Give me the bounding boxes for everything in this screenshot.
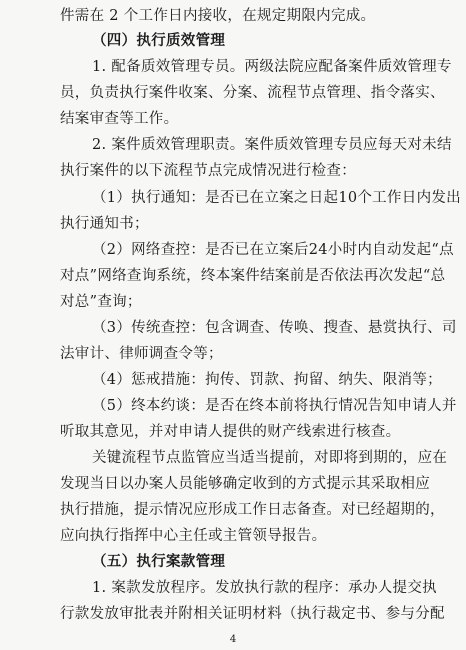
text-line: 2. 案件质效管理职责。案件质效管理专员应每天对未结 [92,137,452,153]
text-line: 对总”查询； [60,294,142,310]
text-line: 结案审查等工作。 [60,111,179,127]
text-line: 执行案件的以下流程节点完成情况进行检查： [60,163,356,179]
text-line: （1）执行通知：是否已在立案之日起10个工作日内发出 [92,190,461,206]
text-line: 法审计、律师调查令等； [60,346,223,362]
text-line: 发现当日以办案人员能够确定收到的方式提示其采取相应 [60,476,430,492]
text-line: 件需在 2 个工作日内接收，在规定期限内完成。 [60,8,376,24]
text-line: 对点”网络查询系统，终本案件结案前是否依法再次发起“总 [60,268,446,284]
text-line: （2）网络查控：是否已在立案后24小时内自动发起“点 [92,242,454,258]
text-line: 1. 配备质效管理专员。两级法院应配备案件质效管理专 [92,59,452,75]
text-line: 员，负责执行案件收案、分案、流程节点管理、指令落实、 [60,85,445,101]
text-line: （4）惩戒措施：拘传、罚款、拘留、纳失、限消等； [92,372,442,388]
text-line: 执行措施，提示情况应形成工作日志备查。对已经超期的， [60,502,445,518]
page-number: 4 [229,634,237,645]
text-line: 行款发放审批表并附相关证明材料（执行裁定书、参与分配 [60,606,445,622]
text-line: 1. 案款发放程序。发放执行款的程序：承办人提交执 [92,580,437,596]
text-line: 执行通知书； [60,216,149,232]
text-line: 听取其意见，并对申请人提供的财产线索进行核查。 [60,424,401,440]
text-line: （5）终本约谈：是否在终本前将执行情况告知申请人并 [92,398,457,414]
text-line: 应向执行指挥中心主任或主管领导报告。 [60,528,327,544]
section-heading: （四）执行质效管理 [92,33,226,49]
text-line: 关键流程节点监管应当适当提前，对即将到期的，应在 [92,450,448,466]
text-line: （3）传统查控：包含调查、传唤、搜查、悬赏执行、司 [92,320,457,336]
section-heading: （五）执行案款管理 [92,554,226,570]
